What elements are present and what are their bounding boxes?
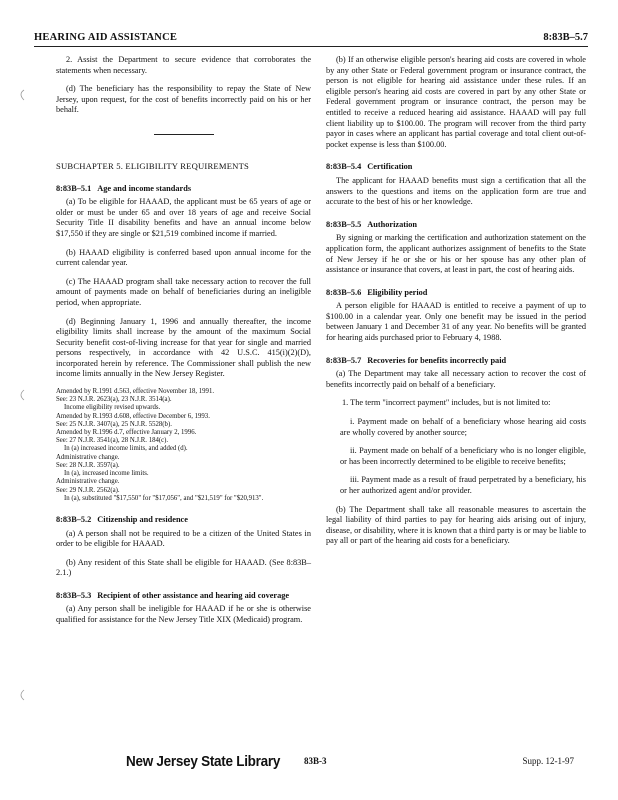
history-line: In (a), substituted "$17,550" for "$17,056", and "$21,519" for "$20,913".	[64, 494, 264, 502]
page-footer	[34, 753, 588, 773]
page-number: 83B-3	[304, 756, 327, 766]
paragraph: i. Payment made on behalf of a beneficiary whose hearing aid costs are wholly covered by another source;	[340, 417, 586, 437]
history-line: In (a), increased income limits.	[64, 470, 149, 478]
subchapter-heading: SUBCHAPTER 5. ELIGIBILITY REQUIREMENTS	[56, 160, 249, 171]
paragraph: By signing or marking the certification and authorization statement on the application form, the applicant authorizes assignment of benefits to the State of New Jersey if he or she or his or her spouse has any other plan of assistance or insurance that covers, at least in part, the cost of hearing aids.	[326, 233, 586, 275]
section-heading: 8:83B–5.7 Recoveries for benefits incorrectly paid	[326, 355, 507, 365]
paragraph: 1. The term "incorrect payment" includes, but is not limited to:	[342, 398, 551, 408]
running-section: 8:83B–5.7	[543, 32, 588, 43]
page-header	[34, 32, 588, 47]
section-heading: 8:83B–5.3 Recipient of other assistance and hearing aid coverage	[56, 590, 290, 600]
paragraph: (d) Beginning January 1, 1996 and annually thereafter, the income eligibility limits shall increase by the amount of the maximum Social Security benefit cost-of-living increase for that year for single and married persons respectively, in accordance with 42 U.S.C. 415(i)(2)(D), incorporated herein by reference. The Commissioner shall publish the new income limits annually in the New Jersey Register.	[56, 316, 311, 379]
section-heading: 8:83B–5.5 Authorization	[326, 219, 418, 229]
history-line: Amended by R.1996 d.7, effective January 2, 1996.	[56, 429, 197, 437]
punch-mark	[14, 688, 28, 702]
paragraph: (a) The Department may take all necessary action to recover the cost of benefits incorrectly paid on behalf of a beneficiary.	[326, 369, 586, 389]
section-heading: 8:83B–5.2 Citizenship and residence	[56, 514, 188, 524]
supplement-date: Supp. 12-1-97	[522, 756, 574, 766]
library-stamp: New Jersey State Library	[126, 753, 281, 770]
paragraph: 2. Assist the Department to secure evidence that corroborates the statements when necessary.	[56, 55, 311, 75]
history-line: Income eligibility revised upwards.	[64, 404, 161, 412]
paragraph: (b) The Department shall take all reasonable measures to ascertain the legal liability of third parties to pay for hearing aids arising out of injury, disease, or disability, where it is known that a third party is or may be liable to pay all or part of the hearing aid costs for a beneficiary.	[326, 504, 586, 546]
paragraph: (b) Any resident of this State shall be eligible for HAAAD. (See 8:83B–2.1.)	[56, 557, 311, 578]
divider	[154, 134, 214, 135]
punch-mark	[14, 88, 28, 102]
paragraph: iii. Payment made as a result of fraud perpetrated by a beneficiary, his or her authorized agent and/or provider.	[340, 475, 586, 495]
paragraph: (a) To be eligible for HAAAD, the applicant must be 65 years of age or older or must be under 65 and over 18 years of age and receive Social Security Title II disability benefits and have an annual income below $17,550 if they are single or $21,519 combined income if married.	[56, 197, 311, 238]
history-line: Administrative change.	[56, 478, 120, 486]
history-line: Amended by R.1993 d.608, effective December 6, 1993.	[56, 412, 210, 420]
paragraph: (c) The HAAAD program shall take necessary action to recover the full amount of payments made on behalf of beneficiaries during an ineligible period, when appropriate.	[56, 276, 311, 307]
punch-mark	[14, 388, 28, 402]
history-line: Amended by R.1991 d.563, effective November 18, 1991.	[56, 388, 215, 396]
paragraph: (d) The beneficiary has the responsibility to repay the State of New Jersey, upon request, for the cost of benefits incorrectly paid on his or her behalf.	[56, 84, 311, 115]
history-line: See: 27 N.J.R. 3541(a), 28 N.J.R. 184(c).	[56, 437, 169, 445]
paragraph: ii. Payment made on behalf of a beneficiary who is no longer eligible, or has been incorrectly determined to be eligible to receive benefits;	[340, 446, 586, 466]
section-heading: 8:83B–5.6 Eligibility period	[326, 287, 428, 297]
right-column	[326, 55, 586, 555]
paragraph: (a) A person shall not be required to be a citizen of the United States in order to be eligible for HAAAD.	[56, 528, 311, 549]
history-line: See: 29 N.J.R. 2562(a).	[56, 486, 120, 494]
history-line: Administrative change.	[56, 453, 120, 461]
paragraph: (b) HAAAD eligibility is conferred based upon annual income for the current calendar year.	[56, 247, 311, 268]
paragraph: (b) If an otherwise eligible person's hearing aid costs are covered in whole by any other State or Federal government program or insurance contract, the person is not eligible for hearing aid assistance under these rules. If an eligible person's hearing aid costs are covered in part by any other State or Federal government program or insurance contract, the person may be entitled to receive a reduced hearing aid assistance. HAAAD will pay full client liability up to $100.00. The program will recover from the third party payor in cases where an applicant has partial coverage and total client out-of-pocket expense is less than $100.00.	[326, 55, 586, 149]
left-column	[56, 55, 311, 634]
section-heading: 8:83B–5.4 Certification	[326, 162, 413, 172]
paragraph: A person eligible for HAAAD is entitled to receive a payment of up to $100.00 in a calendar year. Only one benefit may be issued in the period between January 1 and December 31 of any year. No benefits will be granted for hearing aids purchased prior to February 4, 1988.	[326, 301, 586, 343]
history-line: See: 28 N.J.R. 3597(a).	[56, 461, 120, 469]
history-line: See: 25 N.J.R. 3407(a), 25 N.J.R. 5528(b).	[56, 420, 172, 428]
history-line: In (a) increased income limits, and added (d).	[64, 445, 188, 453]
section-heading: 8:83B–5.1 Age and income standards	[56, 183, 192, 193]
history-notes	[56, 388, 311, 503]
paragraph: (a) Any person shall be ineligible for HAAAD if he or she is otherwise qualified for assistance for the New Jersey Title XIX (Medicaid) program.	[56, 604, 311, 625]
running-title: HEARING AID ASSISTANCE	[34, 32, 178, 43]
history-line: See: 23 N.J.R. 2623(a), 23 N.J.R. 3514(a).	[56, 396, 172, 404]
paragraph: The applicant for HAAAD benefits must sign a certification that all the answers to the questions and items on the application form are true and accurate to the best of his or her knowledge.	[326, 175, 586, 207]
